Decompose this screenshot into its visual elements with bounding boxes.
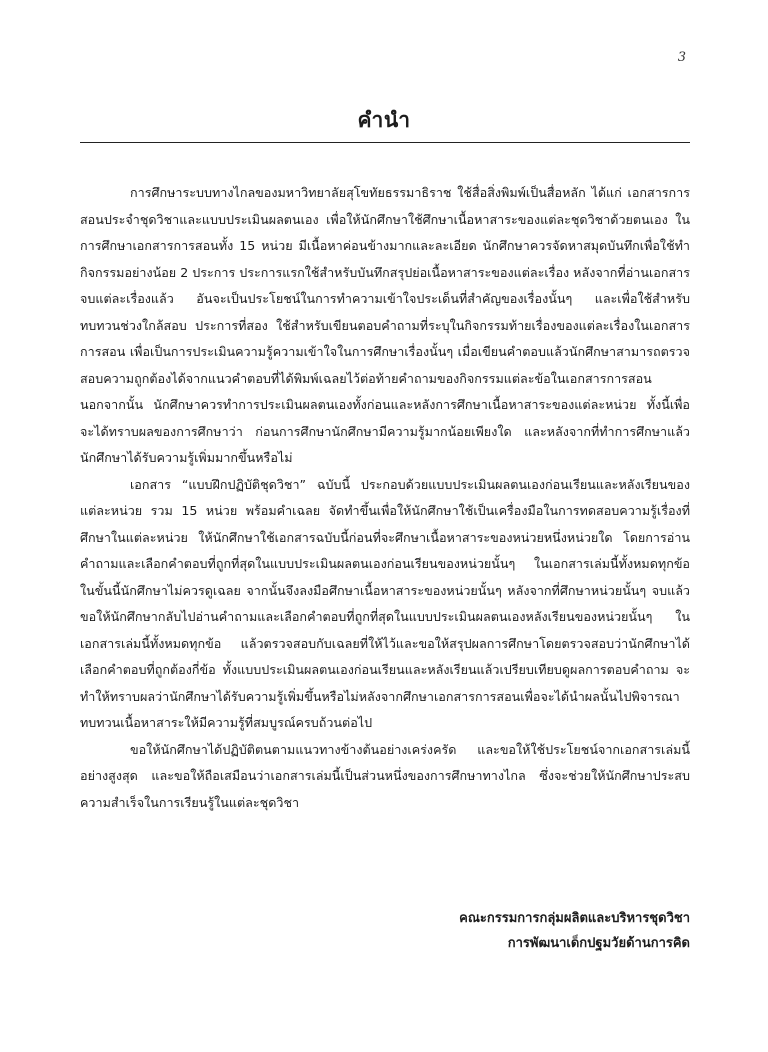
signature-block xyxy=(459,906,690,956)
page-number: 3 xyxy=(677,50,686,65)
signature-committee: คณะกรรมการกลุ่มผลิตและบริหารชุดวิชา xyxy=(459,911,690,926)
page-title: คำนำ xyxy=(357,108,411,132)
title-divider xyxy=(80,142,690,143)
preface-paragraph-1: การศึกษาระบบทางไกลของมหาวิทยาลัยสุโขทัยธรรมาธิราช ใช้สื่อสิ่งพิมพ์เป็นสื่อหลัก ได้แก่ เอกสารการสอนประจำชุดวิชาและแบบประเมินผลตนเอง เพื่อให้นักศึกษาใช้ศึกษาเนื้อหาสาระของแต่ละชุดวิชาด้วยตนเอง ในการศึกษาเอกสารการสอนทั้ง 15 หน่วย มีเนื้อหาค่อนข้างมากและละเอียด นักศึกษาควรจัดหาสมุดบันทึกเพื่อใช้ทำกิจกรรมอย่างน้อย 2 ประการ ประการแรกใช้สำหรับบันทึกสรุปย่อเนื้อหาสาระของแต่ละเรื่อง หลังจากที่อ่านเอกสารจบแต่ละเรื่องแล้ว อันจะเป็นประโยชน์ในการทำความเข้าใจประเด็นที่สำคัญของเรื่องนั้นๆ และเพื่อใช้สำหรับทบทวนช่วงใกล้สอบ ประการที่สอง ใช้สำหรับเขียนตอบคำถามที่ระบุในกิจกรรมท้ายเรื่องของแต่ละเรื่องในเอกสารการสอน เพื่อเป็นการประเมินความรู้ความเข้าใจในการศึกษาเรื่องนั้นๆ เมื่อเขียนคำตอบแล้วนักศึกษาสามารถตรวจสอบความถูกต้องได้จากแนวคำตอบที่ได้พิมพ์เฉลยไว้ต่อท้ายคำถามของกิจกรรมแต่ละข้อในเอกสารการสอน นอกจากนั้น นักศึกษาควรทำการประเมินผลตนเองทั้งก่อนและหลังการศึกษาเนื้อหาสาระของแต่ละหน่วย ทั้งนี้เพื่อจะได้ทราบผลของการศึกษาว่า ก่อนการศึกษานักศึกษามีความรู้มากน้อยเพียงใด และหลังจากที่ทำการศึกษาแล้วนักศึกษาได้รับความรู้เพิ่มมากขึ้นหรือไม่ xyxy=(80,185,690,465)
signature-course: การพัฒนาเด็กปฐมวัยด้านการคิด xyxy=(507,936,690,951)
preface-paragraph-3: ขอให้นักศึกษาได้ปฏิบัติตนตามแนวทางข้างต้นอย่างเคร่งครัด และขอให้ใช้ประโยชน์จากเอกสารเล่มนี้อย่างสูงสุด และขอให้ถือเสมือนว่าเอกสารเล่มนี้เป็นส่วนหนึ่งของการศึกษาทางไกล ซึ่งจะช่วยให้นักศึกษาประสบความสำเร็จในการเรียนรู้ในแต่ละชุดวิชา xyxy=(80,741,690,810)
preface-body xyxy=(80,180,690,816)
preface-paragraph-2: เอกสาร “แบบฝึกปฏิบัติชุดวิชา” ฉบับนี้ ประกอบด้วยแบบประเมินผลตนเองก่อนเรียนและหลังเรียนของแต่ละหน่วย รวม 15 หน่วย พร้อมคำเฉลย จัดทำขึ้นเพื่อให้นักศึกษาใช้เป็นเครื่องมือในการทดสอบความรู้เรื่องที่ศึกษาในแต่ละหน่วย ให้นักศึกษาใช้เอกสารฉบับนี้ก่อนที่จะศึกษาเนื้อหาสาระของหน่วยหนึ่งหน่วยใด โดยการอ่านคำถามและเลือกคำตอบที่ถูกที่สุดในแบบประเมินผลตนเองก่อนเรียนของหน่วยนั้นๆ ในเอกสารเล่มนี้ทั้งหมดทุกข้อ ในขั้นนี้นักศึกษาไม่ควรดูเฉลย จากนั้นจึงลงมือศึกษาเนื้อหาสาระของหน่วยนั้นๆ หลังจากที่ศึกษาหน่วยนั้นๆ จบแล้ว ขอให้นักศึกษากลับไปอ่านคำถามและเลือกคำตอบที่ถูกที่สุดในแบบประเมินผลตนเองหลังเรียนของหน่วยนั้นๆ ในเอกสารเล่มนี้ทั้งหมดทุกข้อ แล้วตรวจสอบกับเฉลยที่ให้ไว้และขอให้สรุปผลการศึกษาโดยตรวจสอบว่านักศึกษาได้เลือกคำตอบที่ถูกต้องกี่ข้อ ทั้งแบบประเมินผลตนเองก่อนเรียนและหลังเรียนแล้วเปรียบเทียบดูผลการตอบคำถาม จะทำให้ทราบผลว่านักศึกษาได้รับความรู้เพิ่มขึ้นหรือไม่หลังจากศึกษาเอกสารการสอนเพื่อจะได้นำผลนั้นไปพิจารณาทบทวนเนื้อหาสาระให้มีความรู้ที่สมบูรณ์ครบถ้วนต่อไป xyxy=(80,476,690,730)
